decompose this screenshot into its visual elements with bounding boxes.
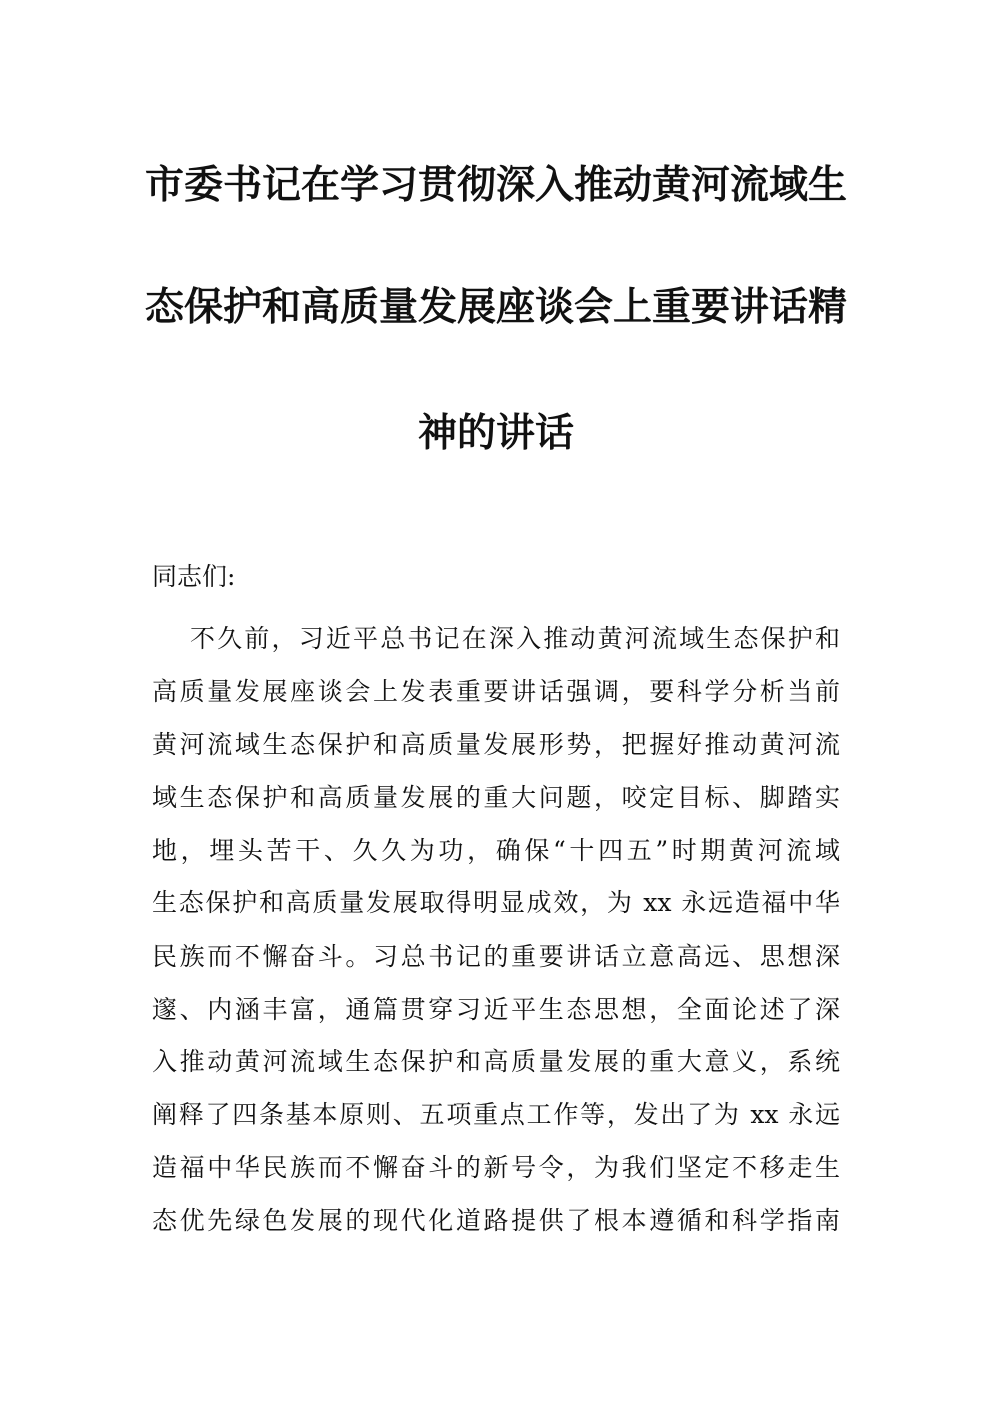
document-title-line-2: 态保护和高质量发展座谈会上重要讲话精	[144, 285, 847, 330]
body-line: 高质量发展座谈会上发表重要讲话强调，要科学分析当前	[152, 677, 840, 706]
body-line: 民族而不懈奋斗。习总书记的重要讲话立意高远、思想深	[152, 942, 840, 971]
body-line: 造福中华民族而不懈奋斗的新号令，为我们坚定不移走生	[152, 1153, 840, 1182]
body-line: 入推动黄河流域生态保护和高质量发展的重大意义，系统	[152, 1047, 840, 1076]
document-title-line-1: 市委书记在学习贯彻深入推动黄河流域生	[144, 163, 847, 208]
body-line: 阐释了四条基本原则、五项重点工作等，发出了为 xx 永远	[152, 1100, 840, 1129]
document-title-line-3: 神的讲话	[417, 411, 574, 456]
body-line: 态优先绿色发展的现代化道路提供了根本遵循和科学指南	[152, 1206, 840, 1235]
body-line: 黄河流域生态保护和高质量发展形势，把握好推动黄河流	[152, 730, 840, 759]
body-line: 地，埋头苦干、久久为功，确保“十四五”时期黄河流域	[152, 836, 840, 865]
salutation: 同志们:	[152, 562, 236, 591]
body-line: 域生态保护和高质量发展的重大问题，咬定目标、脚踏实	[152, 783, 840, 812]
body-line: 邃、内涵丰富，通篇贯穿习近平生态思想，全面论述了深	[152, 995, 840, 1024]
body-line: 生态保护和高质量发展取得明显成效，为 xx 永远造福中华	[152, 888, 840, 917]
body-line: 不久前，习近平总书记在深入推动黄河流域生态保护和	[190, 624, 840, 653]
